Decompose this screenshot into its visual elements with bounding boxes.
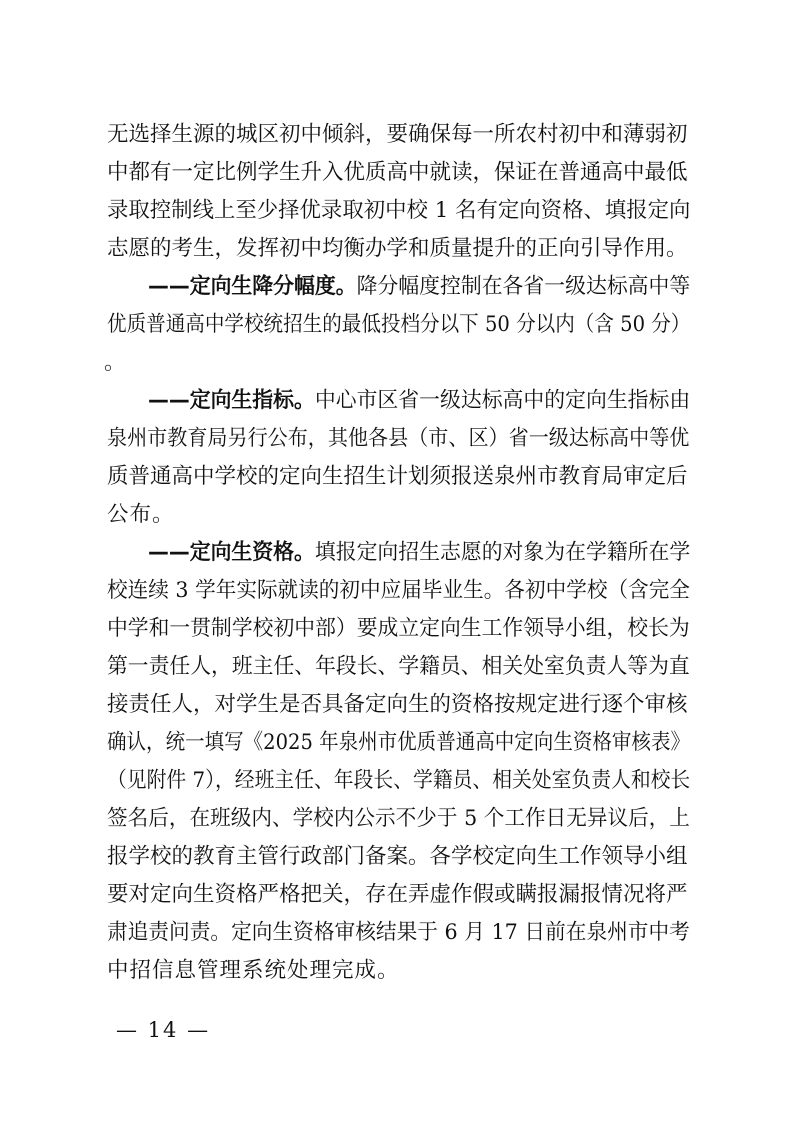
paragraph-line: 校连续 3 学年实际就读的初中应届毕业生。各初中学校（含完全 xyxy=(107,578,690,603)
paragraph-line: 优质普通高中学校统招生的最低投档分以下 50 分以内（含 50 分） xyxy=(107,312,691,337)
paragraph-line: 报学校的教育主管行政部门备案。各学校定向生工作领导小组 xyxy=(107,844,688,869)
section-heading: ——定向生资格。 xyxy=(148,540,315,565)
paragraph-line: 中都有一定比例学生升入优质高中就读，保证在普通高中最低 xyxy=(107,160,688,185)
paragraph-line: 泉州市教育局另行公布，其他各县（市、区）省一级达标高中等优 xyxy=(107,426,690,451)
paragraph-line: 要对定向生资格严格把关，存在弄虚作假或瞒报漏报情况将严 xyxy=(107,882,688,907)
paragraph-line: 公布。 xyxy=(107,502,175,527)
paragraph-line: 志愿的考生，发挥初中均衡办学和质量提升的正向引导作用。 xyxy=(107,236,688,261)
paragraph-line: 肃追责问责。定向生资格审核结果于 6 月 17 日前在泉州市中考 xyxy=(107,920,690,945)
paragraph-first-line xyxy=(148,539,690,567)
paragraph-line: 确认，统一填写《2025 年泉州市优质普通高中定向生资格审核表》 xyxy=(107,730,690,755)
paragraph-first-line xyxy=(148,387,690,415)
paragraph-line: （见附件 7），经班主任、年段长、学籍员、相关处室负责人和校长 xyxy=(107,768,691,793)
paragraph-line: 签名后，在班级内、学校内公示不少于 5 个工作日无异议后，上 xyxy=(107,806,690,831)
paragraph-first-line xyxy=(148,273,690,301)
paragraph-text: 中心市区省一级达标高中的定向生指标由 xyxy=(314,388,691,413)
paragraph-line: 无选择生源的城区初中倾斜，要确保每一所农村初中和薄弱初 xyxy=(107,122,688,147)
paragraph-line: 。 xyxy=(104,350,127,375)
paragraph-line: 第一责任人，班主任、年段长、学籍员、相关处室负责人等为直 xyxy=(107,654,690,679)
paragraph-line: 中学和一贯制学校初中部）要成立定向生工作领导小组，校长为 xyxy=(107,616,690,641)
paragraph-text: 填报定向招生志愿的对象为在学籍所在学 xyxy=(314,540,691,565)
paragraph-text: 降分幅度控制在各省一级达标高中等 xyxy=(356,274,691,299)
section-heading: ——定向生指标。 xyxy=(148,388,315,413)
paragraph-line: 中招信息管理系统处理完成。 xyxy=(107,958,400,983)
paragraph-line: 接责任人，对学生是否具备定向生的资格按规定进行逐个审核 xyxy=(107,692,688,717)
paragraph-line: 录取控制线上至少择优录取初中校 1 名有定向资格、填报定向 xyxy=(107,198,691,223)
section-heading: ——定向生降分幅度。 xyxy=(148,274,357,299)
page-number: — 14 — xyxy=(116,1018,211,1042)
paragraph-line: 质普通高中学校的定向生招生计划须报送泉州市教育局审定后 xyxy=(107,464,688,489)
